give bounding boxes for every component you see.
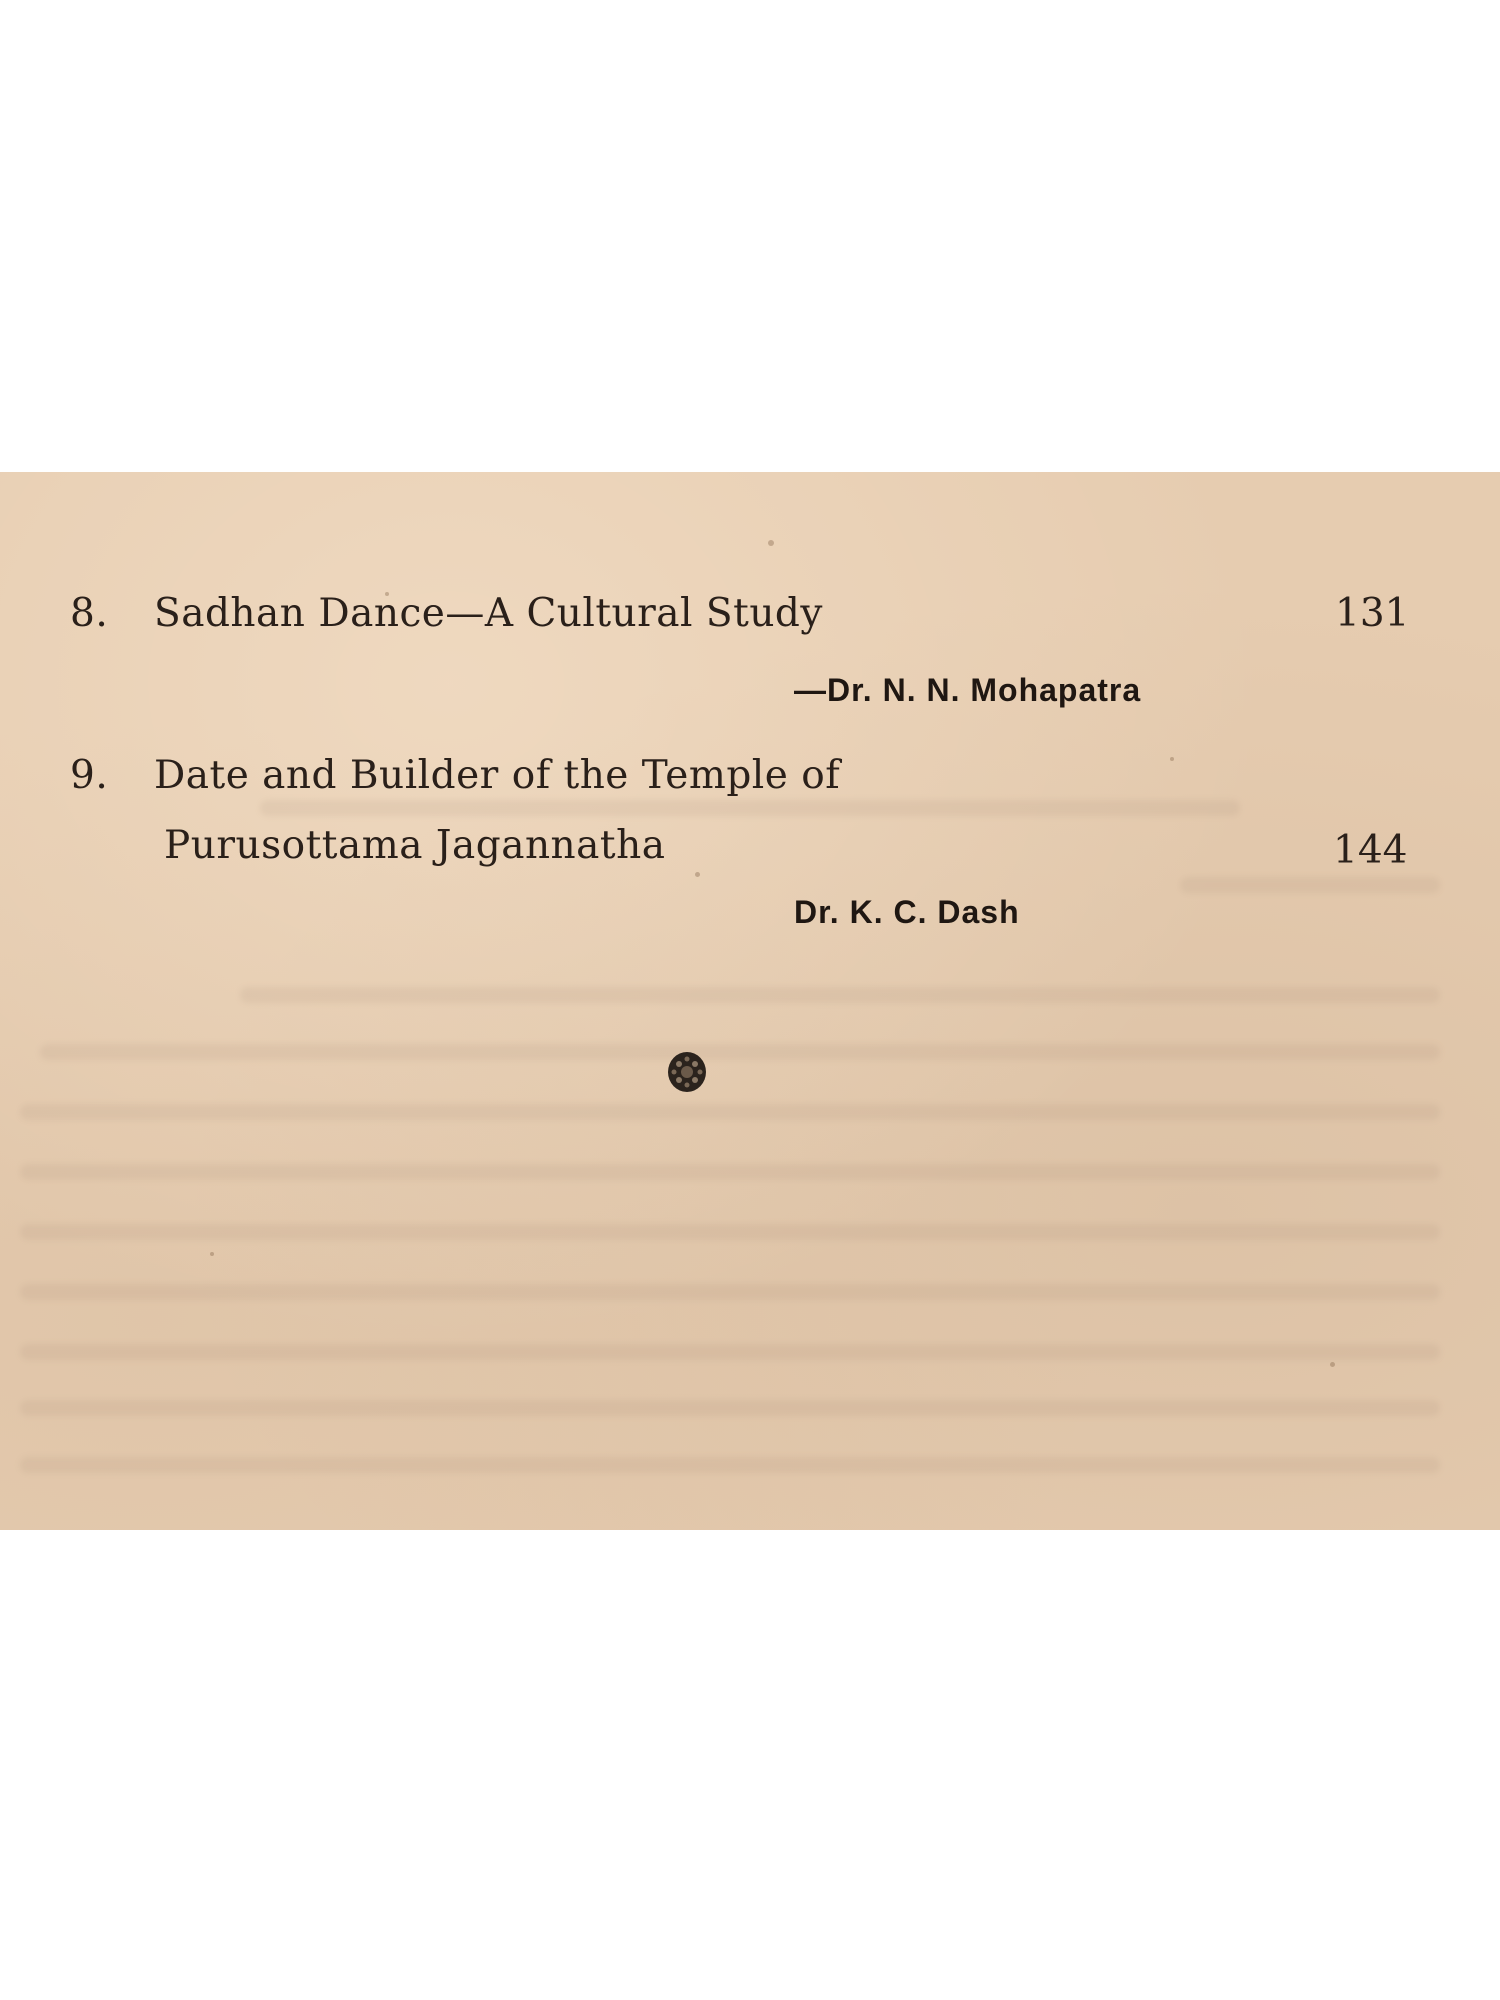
toc-entry-9-page: 144 xyxy=(1333,828,1408,873)
toc-entry-8-number: 8. xyxy=(70,591,109,636)
toc-entry-8-author: —Dr. N. N. Mohapatra xyxy=(794,672,1142,708)
toc-entry-8-page: 131 xyxy=(1335,591,1410,636)
page-scan xyxy=(0,472,1500,1530)
toc-entry-9-title-line-1: Date and Builder of the Temple of xyxy=(154,753,841,798)
floral-ornament-icon xyxy=(667,1051,707,1093)
toc-entry-9-title-line-2: Purusottama Jagannatha xyxy=(164,823,666,868)
toc-entry-9-author: Dr. K. C. Dash xyxy=(794,894,1020,930)
toc-entry-8-title: Sadhan Dance—A Cultural Study xyxy=(154,591,823,636)
toc-entry-9-number: 9. xyxy=(70,753,109,798)
